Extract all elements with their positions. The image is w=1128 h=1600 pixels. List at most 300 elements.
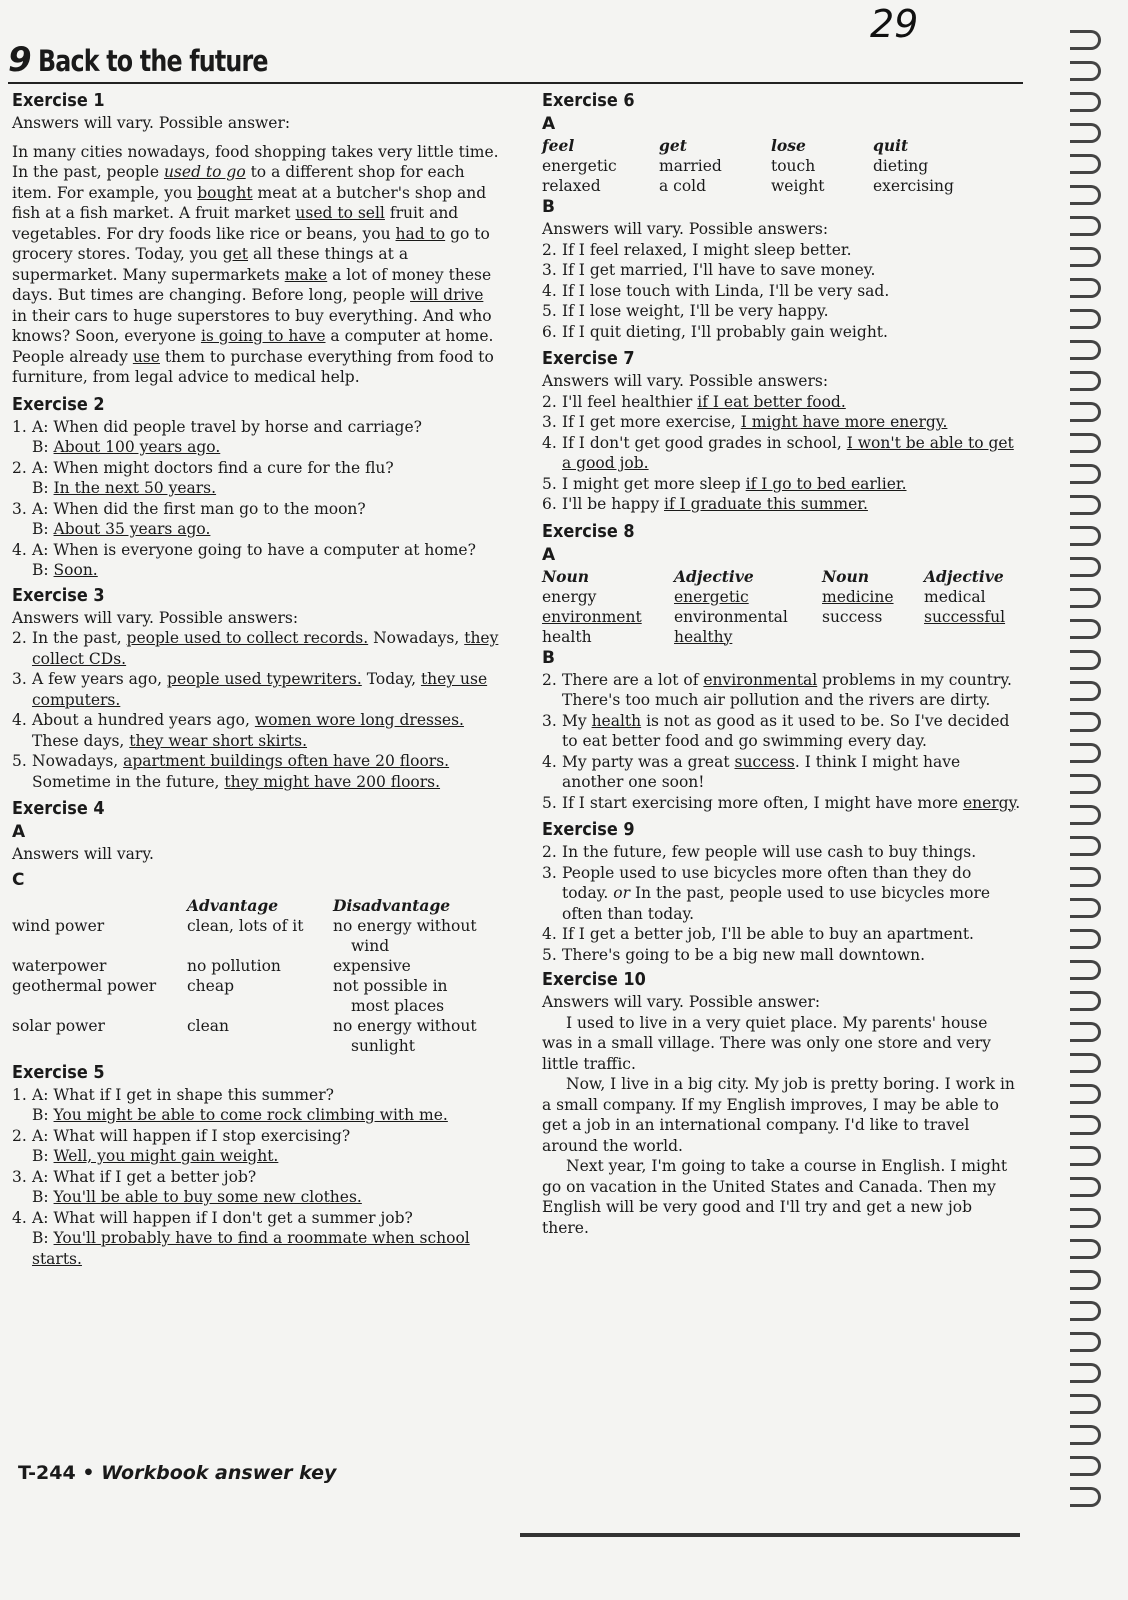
- text-run: If I don't get good grades in school,: [562, 433, 847, 452]
- text-run: If I get a better job, I'll be able to buy an apartment.: [562, 925, 974, 943]
- item-number: 4.: [12, 540, 27, 559]
- dialogue-item: [12, 499, 500, 540]
- adjective-cell: successful: [924, 607, 1006, 626]
- answer-item: [542, 281, 1022, 302]
- question-line: A: When did people travel by horse and carriage?: [32, 417, 422, 436]
- exercise-3-answers: [12, 628, 500, 792]
- answer-text: [562, 474, 1022, 495]
- exercise-7-answers: [542, 392, 1022, 515]
- binding-ring: [1070, 1487, 1101, 1507]
- verb-header: lose: [771, 136, 806, 155]
- answer-paragraph: I used to live in a very quiet place. My parents' house was in a small village. There was only one store and very little traffic.: [542, 1013, 991, 1073]
- binding-ring: [1070, 681, 1101, 701]
- item-number: 2.: [542, 392, 557, 411]
- question-line: A: What if I get a better job?: [32, 1167, 257, 1186]
- text-run: In the future, few people will use cash to buy things.: [562, 843, 977, 861]
- exercise-intro: Answers will vary. Possible answers:: [12, 608, 299, 627]
- advantage-cell: cheap: [187, 976, 234, 995]
- noun-cell: health: [542, 627, 592, 646]
- text-run: If I feel relaxed, I might sleep better.: [562, 240, 852, 259]
- dialogue-item: [12, 1167, 500, 1208]
- text-run: I'll be happy: [562, 495, 664, 513]
- text-run: If I get more exercise,: [562, 413, 741, 431]
- exercise-9: [542, 819, 1022, 965]
- dialogue-item: [12, 458, 500, 499]
- underlined-answer: About 100 years ago.: [53, 438, 221, 456]
- text-run: Today,: [361, 670, 421, 688]
- dialogue-item: [12, 417, 500, 458]
- exercise-3: [12, 585, 500, 793]
- part-b-label: B: [542, 197, 555, 217]
- text-run: all these things at a supermarket. Many supermarkets: [12, 245, 409, 284]
- advantage-cell: clean, lots of it: [187, 916, 304, 935]
- item-number: 4.: [542, 433, 557, 452]
- answer-item: [542, 945, 1022, 966]
- disadvantage-line: no energy without: [333, 1016, 477, 1035]
- underlined-answer: make: [284, 265, 328, 284]
- collocation-word: a cold: [659, 177, 707, 195]
- underlined-answer: About 35 years ago.: [53, 520, 211, 538]
- binding-ring: [1070, 1239, 1101, 1259]
- text-run: In the past, people used to use bicycles more often than today.: [562, 884, 991, 923]
- answer-item: [542, 752, 1022, 793]
- answer-item: [542, 842, 1022, 863]
- answer-item: [542, 711, 1022, 752]
- item-number: 1.: [12, 417, 27, 436]
- underlined-answer: Well, you might gain weight.: [53, 1147, 279, 1165]
- underlined-answer: You might be able to come rock climbing with me.: [53, 1106, 448, 1124]
- answer-item: [542, 863, 1022, 925]
- binding-ring: [1070, 464, 1101, 484]
- item-number: 2.: [542, 240, 557, 259]
- binding-ring: [1070, 929, 1101, 949]
- text-run: Nowadays,: [32, 752, 124, 770]
- part-a-label: A: [12, 822, 26, 842]
- answer-text: [562, 433, 1022, 474]
- adjective-cell: medical: [924, 587, 986, 606]
- answer-text: [562, 842, 1022, 863]
- binding-ring: [1070, 1084, 1101, 1104]
- energy-source: geothermal power: [12, 976, 157, 995]
- table-row: [542, 587, 1022, 607]
- item-number: 3.: [12, 1167, 27, 1186]
- binding-ring: [1070, 61, 1101, 81]
- exercise-heading: Exercise 5: [12, 1062, 105, 1083]
- underlined-answer: had to: [395, 224, 446, 243]
- dialogue-item: [12, 1208, 500, 1270]
- binding-ring: [1070, 836, 1101, 856]
- adjective-cell: energetic: [674, 587, 749, 606]
- table-row: [12, 1016, 498, 1056]
- answer-item: [12, 751, 500, 792]
- text-run: a lot of money these days. But times are changing. Before long, people: [12, 265, 492, 304]
- left-column: [12, 86, 500, 1269]
- energy-table: [12, 896, 498, 1056]
- binding-ring: [1070, 92, 1101, 112]
- dialogue-item: [12, 1085, 500, 1126]
- item-number: 2.: [12, 458, 27, 477]
- disadvantage-cell: [333, 916, 498, 956]
- verb-header: get: [659, 136, 687, 155]
- underlined-answer: they wear short skirts.: [129, 731, 308, 750]
- binding-ring: [1070, 433, 1101, 453]
- underlined-answer: they might have 200 floors.: [224, 772, 441, 791]
- binding-ring: [1070, 185, 1101, 205]
- dialogue-item: [12, 1126, 500, 1167]
- exercise-heading: Exercise 1: [12, 91, 105, 111]
- answer-text: [562, 494, 1022, 515]
- text-run: These days,: [32, 731, 130, 750]
- underlined-answer: they collect CDs.: [32, 629, 499, 668]
- binding-ring: [1070, 247, 1101, 267]
- item-number: 3.: [542, 711, 557, 730]
- binding-ring: [1070, 588, 1101, 608]
- underlined-answer: I won't be able to get a good job.: [562, 433, 1014, 472]
- footer-page-code: T-244: [18, 1462, 76, 1484]
- binding-ring: [1070, 1053, 1101, 1073]
- binding-ring: [1070, 867, 1101, 887]
- table-row: [542, 156, 993, 176]
- item-number: 3.: [12, 670, 27, 688]
- exercise-6-answers: [542, 240, 1022, 343]
- collocation-word: energetic: [542, 157, 617, 175]
- answer-text: [32, 669, 500, 710]
- table-header-row: [542, 136, 993, 156]
- dialogue-lines: [32, 458, 500, 499]
- exercise-9-answers: [542, 842, 1022, 965]
- disadvantage-line: most places: [351, 996, 445, 1015]
- item-number: 5.: [542, 474, 557, 493]
- text-run: fruit and vegetables. For dry foods like rice or beans, you: [12, 204, 459, 243]
- text-run: If I get married, I'll have to save money.: [562, 261, 876, 279]
- answer-text: [562, 945, 1022, 966]
- text-run: Nowadays,: [368, 629, 465, 647]
- answer-paragraph: Next year, I'm going to take a course in English. I might go on vacation in the United States and Canada. Then my English will be very good and I'll try and get a new job there.: [542, 1157, 1008, 1237]
- question-line: A: What will happen if I stop exercising?: [32, 1126, 351, 1145]
- exercise-7: [542, 348, 1022, 515]
- item-number: 5.: [542, 302, 557, 320]
- underlined-answer: apartment buildings often have 20 floors.: [123, 752, 450, 770]
- speaker-label: B:: [32, 479, 54, 497]
- footer-bullet: •: [82, 1462, 95, 1484]
- text-run: People used to use bicycles more often than they do today.: [562, 863, 972, 902]
- speaker-label: B:: [32, 438, 54, 456]
- binding-ring: [1070, 1270, 1101, 1290]
- exercise-intro: Answers will vary. Possible answers:: [542, 372, 829, 390]
- item-number: 4.: [542, 752, 557, 771]
- exercise-heading: Exercise 6: [542, 91, 635, 111]
- speaker-label: B:: [32, 1188, 54, 1206]
- answer-line: [32, 1228, 500, 1269]
- underlined-answer: I might have more energy.: [740, 413, 948, 431]
- answer-line: [32, 1187, 500, 1208]
- collocation-word: married: [659, 157, 722, 175]
- binding-ring: [1070, 1146, 1101, 1166]
- answer-item: [542, 474, 1022, 495]
- binding-ring: [1070, 743, 1101, 763]
- answer-line: [32, 478, 500, 499]
- binding-ring: [1070, 371, 1101, 391]
- collocation-word: exercising: [873, 177, 954, 195]
- item-number: 2.: [12, 629, 27, 647]
- underlined-answer: if I graduate this summer.: [664, 495, 868, 513]
- answer-text: [562, 240, 1022, 261]
- binding-ring: [1070, 30, 1101, 50]
- question-line: A: When is everyone going to have a computer at home?: [32, 540, 476, 559]
- collocation-word: relaxed: [542, 177, 601, 195]
- disadvantage-line: expensive: [333, 956, 411, 975]
- part-b-label: B: [542, 647, 555, 668]
- answer-item: [12, 710, 500, 751]
- item-number: 4.: [12, 1208, 27, 1227]
- answer-text: [562, 322, 1022, 343]
- answer-text: [32, 751, 500, 792]
- exercise-10: [542, 969, 1022, 1238]
- underlined-answer: women wore long dresses.: [254, 711, 464, 729]
- answer-text: [562, 711, 1022, 752]
- adjective-cell: healthy: [674, 627, 733, 646]
- underlined-answer: used to go: [163, 163, 246, 181]
- text-run: A few years ago,: [32, 670, 168, 688]
- energy-source: waterpower: [12, 956, 107, 975]
- binding-ring: [1070, 526, 1101, 546]
- binding-ring: [1070, 309, 1101, 329]
- exercise-5: [12, 1062, 500, 1270]
- answer-text: [32, 628, 500, 669]
- underlined-answer: if I eat better food.: [697, 392, 846, 411]
- exercise-4: [12, 798, 500, 1056]
- binding-ring: [1070, 340, 1101, 360]
- text-run: I might get more sleep: [562, 474, 746, 493]
- underlined-answer: environmental: [703, 670, 818, 689]
- text-run: go to grocery stores. Today, you: [12, 224, 490, 263]
- or-word: or: [613, 884, 631, 902]
- binding-ring: [1070, 1332, 1101, 1352]
- table-row: [12, 956, 498, 976]
- underlined-answer: used to sell: [295, 204, 385, 222]
- page-footer: [18, 1462, 336, 1484]
- collocation-word: weight: [771, 177, 825, 195]
- item-number: 4.: [542, 925, 557, 943]
- table-row: [12, 916, 498, 956]
- binding-ring: [1070, 960, 1101, 980]
- chapter-title: Back to the future: [38, 44, 268, 78]
- answer-text: [562, 863, 1022, 925]
- adjective-cell: environmental: [674, 607, 788, 626]
- part-a-label: A: [542, 544, 556, 565]
- text-run: to a different shop for each item. For example, you: [12, 163, 465, 202]
- binding-ring: [1070, 1363, 1101, 1383]
- energy-source: wind power: [12, 916, 105, 935]
- table-row: [12, 976, 498, 1016]
- noun-cell: environment: [542, 607, 642, 626]
- speaker-label: B:: [32, 561, 54, 579]
- underlined-answer: if I go to bed earlier.: [745, 474, 907, 493]
- binding-ring: [1070, 495, 1101, 515]
- binding-ring: [1070, 805, 1101, 825]
- item-number: 6.: [542, 322, 557, 341]
- spiral-binding: [1062, 10, 1112, 1510]
- answer-item: [12, 628, 500, 669]
- disadvantage-line: no energy without: [333, 916, 477, 935]
- disadvantage-cell: [333, 956, 498, 976]
- question-line: A: When did the first man go to the moon?: [32, 499, 366, 518]
- text-run: a computer at home. People already: [12, 327, 494, 366]
- advantage-cell: clean: [187, 1016, 230, 1035]
- verb-header: quit: [873, 136, 909, 155]
- answer-line: [32, 1105, 500, 1126]
- table-row: [542, 627, 1022, 647]
- text-run: If I start exercising more often, I might have more: [562, 793, 963, 812]
- underlined-answer: Soon.: [53, 561, 98, 579]
- underlined-answer: people used typewriters.: [167, 670, 362, 688]
- noun-cell: [822, 627, 924, 647]
- text-run: meat at a butcher's shop and fish at a fish market. A fruit market: [12, 183, 487, 222]
- text-run: My party was a great: [562, 752, 735, 771]
- part-c-label: C: [12, 869, 25, 890]
- exercise-5-dialogues: [12, 1085, 500, 1270]
- item-number: 3.: [12, 499, 27, 518]
- bottom-rule: [520, 1533, 1020, 1537]
- binding-ring: [1070, 619, 1101, 639]
- item-number: 6.: [542, 495, 557, 513]
- text-run: In the past,: [32, 629, 127, 647]
- right-column: [542, 86, 1022, 1238]
- adjective-header: Adjective: [924, 566, 1004, 586]
- exercise-1: [12, 90, 500, 388]
- question-line: A: What if I get in shape this summer?: [32, 1085, 334, 1104]
- text-run: I'll feel healthier: [562, 392, 698, 411]
- item-number: 3.: [542, 863, 557, 882]
- item-number: 3.: [542, 413, 557, 431]
- item-number: 3.: [542, 261, 557, 279]
- answer-item: [542, 322, 1022, 343]
- binding-ring: [1070, 1022, 1101, 1042]
- footer-label: Workbook answer key: [101, 1462, 337, 1484]
- exercise-6: [542, 90, 1022, 342]
- text-run: them to purchase everything from food to furniture, from legal advice to medical help.: [12, 347, 494, 386]
- noun-header: Noun: [542, 566, 590, 586]
- exercise-heading: Exercise 2: [12, 394, 105, 415]
- dialogue-lines: [32, 1167, 500, 1208]
- answer-line: [32, 560, 500, 581]
- text-run: problems in my country. There's too much air pollution and the rivers are dirty.: [562, 670, 1012, 709]
- answer-item: [12, 669, 500, 710]
- binding-ring: [1070, 1456, 1101, 1476]
- speaker-label: B:: [32, 520, 54, 538]
- answer-paragraph: Now, I live in a big city. My job is pretty boring. I work in a small company. If my English improves, I may be able to get a job in an international company. I'd like to travel around the world.: [542, 1075, 1015, 1155]
- dialogue-item: [12, 540, 500, 581]
- part-a-label: A: [542, 114, 556, 134]
- disadvantage-line: wind: [351, 936, 390, 955]
- noun-cell: success: [822, 607, 883, 626]
- answer-text: [562, 412, 1022, 433]
- exercise-heading: Exercise 8: [542, 521, 635, 542]
- binding-ring: [1070, 898, 1101, 918]
- energy-source: solar power: [12, 1016, 105, 1035]
- exercise-8: [542, 521, 1022, 814]
- answer-item: [542, 924, 1022, 945]
- item-number: 2.: [542, 843, 557, 861]
- text-run: Sometime in the future,: [32, 772, 225, 791]
- answer-line: [32, 1146, 500, 1167]
- binding-ring: [1070, 154, 1101, 174]
- disadvantage-line: sunlight: [351, 1036, 415, 1055]
- underlined-answer: health: [591, 711, 642, 730]
- dialogue-lines: [32, 1085, 500, 1126]
- answer-item: [542, 494, 1022, 515]
- answer-item: [542, 793, 1022, 814]
- exercise-heading: Exercise 9: [542, 820, 635, 840]
- text-run: in their cars to huge superstores to buy everything. And who knows? Soon, everyone: [12, 306, 492, 345]
- answer-item: [542, 301, 1022, 322]
- binding-ring: [1070, 216, 1101, 236]
- noun-cell: medicine: [822, 587, 894, 606]
- disadvantage-cell: [333, 976, 498, 1016]
- exercise-heading: Exercise 3: [12, 585, 105, 606]
- answer-item: [542, 670, 1022, 711]
- item-number: 4.: [12, 711, 27, 729]
- item-number: 5.: [12, 752, 27, 770]
- chapter-number: 9: [8, 40, 32, 80]
- question-line: A: What will happen if I don't get a summer job?: [32, 1208, 413, 1227]
- exercise-8-answers: [542, 670, 1022, 814]
- collocation-word: touch: [771, 157, 816, 175]
- exercise-heading: Exercise 10: [542, 970, 646, 990]
- item-number: 5.: [542, 945, 557, 964]
- underlined-answer: people used to collect records.: [126, 629, 369, 647]
- answer-text: [562, 260, 1022, 281]
- disadvantage-line: not possible in: [333, 976, 448, 995]
- dialogue-lines: [32, 1126, 500, 1167]
- answer-text: [562, 793, 1022, 814]
- exercise-intro: Answers will vary. Possible answers:: [542, 220, 829, 238]
- underlined-answer: get: [222, 245, 249, 263]
- answer-text: [32, 710, 500, 751]
- word-forms-table: [542, 567, 1022, 647]
- text-run: If I lose touch with Linda, I'll be very sad.: [562, 281, 890, 300]
- underlined-answer: You'll be able to buy some new clothes.: [53, 1188, 362, 1206]
- binding-ring: [1070, 1177, 1101, 1197]
- adjective-cell: [924, 627, 1022, 647]
- table-row: [542, 176, 993, 196]
- answer-item: [542, 240, 1022, 261]
- dialogue-lines: [32, 417, 500, 458]
- exercise-intro: Answers will vary. Possible answer:: [12, 114, 291, 132]
- answer-item: [542, 260, 1022, 281]
- exercise-2-dialogues: [12, 417, 500, 581]
- binding-ring: [1070, 123, 1101, 143]
- binding-ring: [1070, 991, 1101, 1011]
- item-number: 2.: [12, 1126, 27, 1145]
- item-number: 2.: [542, 670, 557, 689]
- binding-ring: [1070, 402, 1101, 422]
- speaker-label: B:: [32, 1147, 54, 1165]
- exercise-heading: Exercise 7: [542, 349, 635, 369]
- collocation-table: [542, 136, 993, 196]
- exercise-10-answer: [542, 1013, 1022, 1239]
- binding-ring: [1070, 1425, 1101, 1445]
- text-run: . I think I might have another one soon!: [562, 752, 961, 791]
- item-number: 4.: [542, 281, 557, 300]
- answer-item: [542, 433, 1022, 474]
- exercise-heading: Exercise 4: [12, 799, 105, 819]
- binding-ring: [1070, 278, 1101, 298]
- binding-ring: [1070, 774, 1101, 794]
- exercise-intro: Answers will vary. Possible answer:: [542, 993, 821, 1011]
- advantage-cell: no pollution: [187, 956, 281, 975]
- text-run: .: [1015, 793, 1021, 812]
